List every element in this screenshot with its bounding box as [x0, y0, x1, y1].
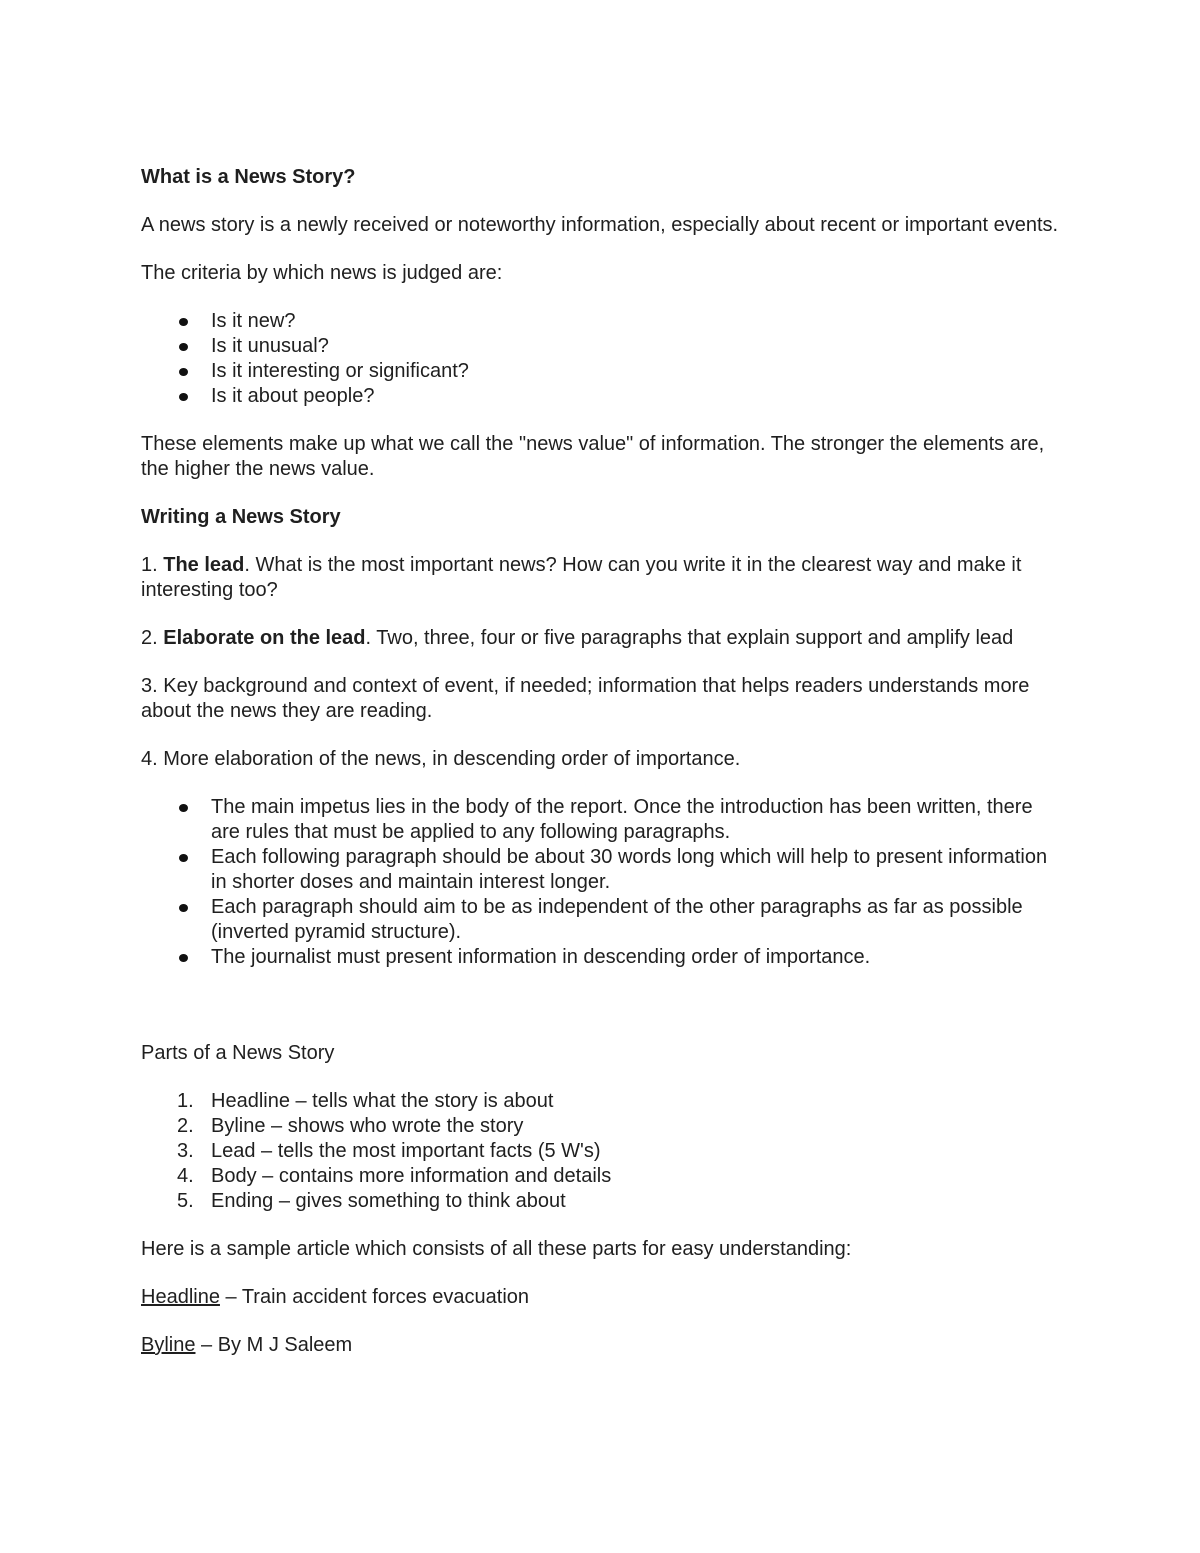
bullet-icon [179, 804, 188, 812]
list-item: 5. Ending – gives something to think about [177, 1190, 566, 1212]
parts-title: Parts of a News Story [141, 1042, 335, 1064]
list-item: Each paragraph should aim to be as independent of the other paragraphs as far as possible (inverted pyramid structure). [141, 895, 1066, 945]
heading-what-is-news-story: What is a News Story? [141, 166, 356, 188]
parts-list [141, 1089, 1066, 1214]
bullet-icon [179, 904, 188, 912]
headline-label: Headline [141, 1286, 220, 1308]
list-item: Is it unusual? [141, 334, 1066, 359]
sample-intro: Here is a sample article which consists of all these parts for easy understanding: [141, 1238, 852, 1260]
step-paragraph: 4. More elaboration of the news, in descending order of importance. [141, 748, 741, 770]
bullet-icon [179, 368, 188, 376]
step-paragraph: 2. Elaborate on the lead. Two, three, four or five paragraphs that explain support and amplify lead [141, 627, 1014, 649]
byline-label: Byline [141, 1334, 196, 1356]
byline-value: – By M J Saleem [195, 1334, 353, 1356]
heading-writing-news-story: Writing a News Story [141, 506, 341, 528]
sample-headline [141, 1285, 1066, 1310]
bullet-icon [179, 954, 188, 962]
bullet-icon [179, 854, 188, 862]
list-item: Is it interesting or significant? [141, 359, 1066, 384]
list-item: 2. Byline – shows who wrote the story [177, 1115, 524, 1137]
step-paragraph: 1. The lead. What is the most important news? How can you write it in the clearest way and make it interesting too? [141, 554, 1022, 601]
body-rules-list [141, 795, 1066, 970]
document-content [141, 165, 1066, 1381]
list-item: Is it about people? [141, 384, 1066, 409]
section-spacer [141, 993, 1066, 1041]
list-item: Is it new? [141, 309, 1066, 334]
headline-value: – Train accident forces evacuation [219, 1286, 530, 1308]
sample-byline [141, 1333, 1066, 1358]
list-item: 3. Lead – tells the most important facts (5 W's) [177, 1140, 601, 1162]
bullet-icon [179, 343, 188, 351]
intro-paragraph: A news story is a newly received or noteworthy information, especially about recent or important events. [141, 214, 1059, 236]
news-value-paragraph: These elements make up what we call the "news value" of information. The stronger the elements are, the higher the news value. [141, 433, 1045, 480]
criteria-intro: The criteria by which news is judged are: [141, 262, 503, 284]
list-item: Each following paragraph should be about 30 words long which will help to present information in shorter doses and maintain interest longer. [141, 845, 1066, 895]
bullet-icon [179, 393, 188, 401]
step-paragraph: 3. Key background and context of event, if needed; information that helps readers understands more about the news they are reading. [141, 675, 1030, 722]
list-item: 1. Headline – tells what the story is about [177, 1090, 554, 1112]
list-item: The journalist must present information in descending order of importance. [141, 945, 1066, 970]
criteria-list [141, 309, 1066, 409]
bullet-icon [179, 318, 188, 326]
list-item: The main impetus lies in the body of the report. Once the introduction has been written, there are rules that must be applied to any following paragraphs. [141, 795, 1066, 845]
list-item: 4. Body – contains more information and details [177, 1165, 612, 1187]
